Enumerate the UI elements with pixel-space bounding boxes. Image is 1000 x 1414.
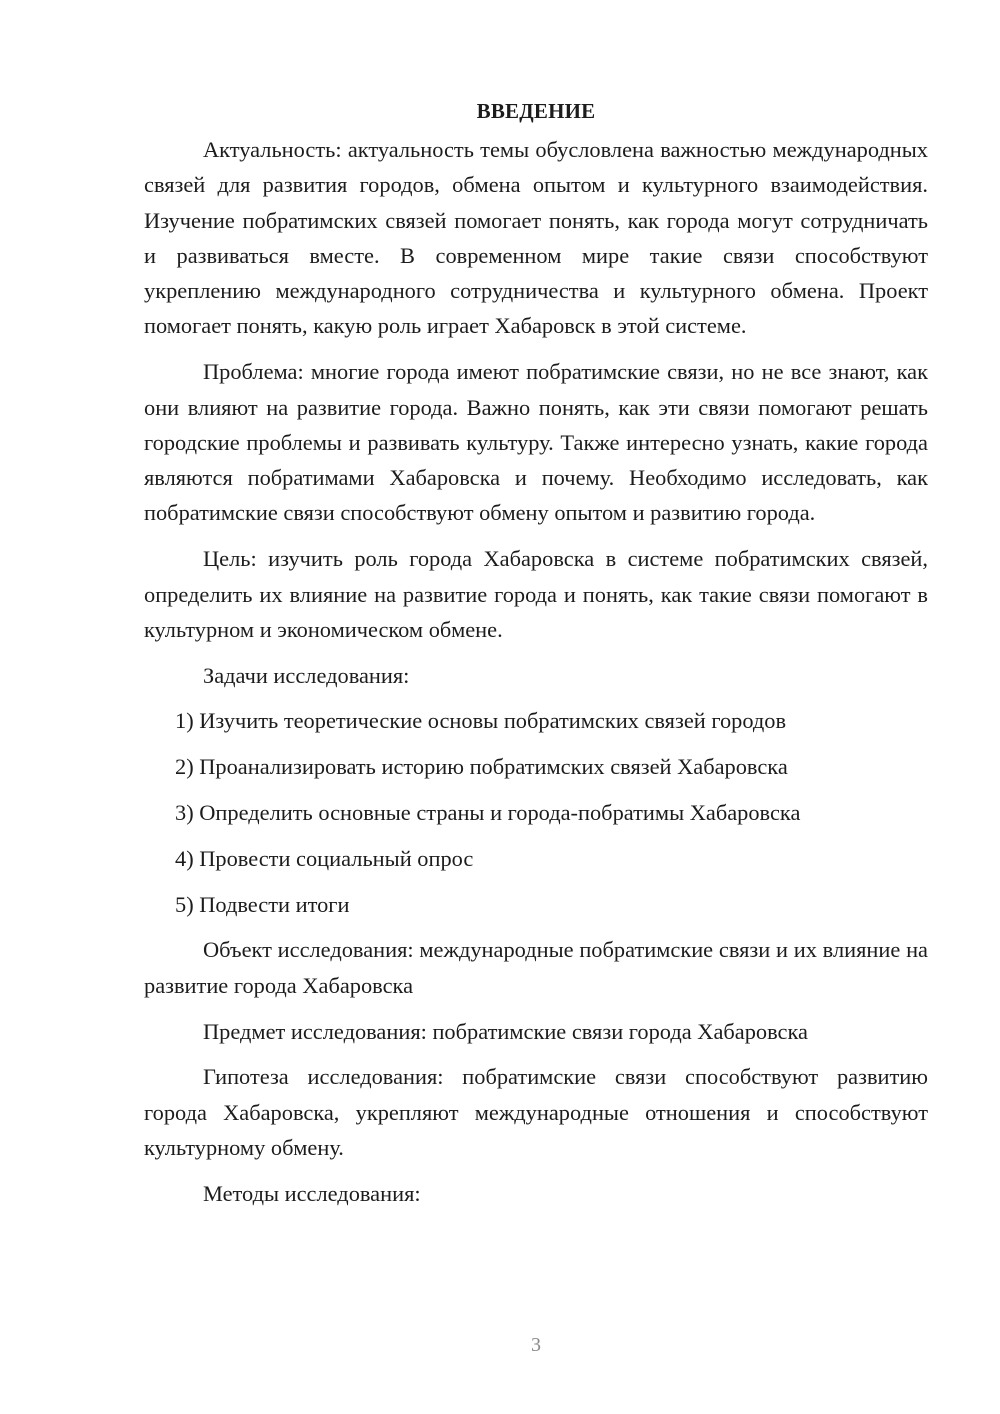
task-item-3: 3) Определить основные страны и города-побратимы Хабаровска [175,800,801,826]
relevance-paragraph: Актуальность: актуальность темы обусловлена важностью международных связей для развития городов, обмена опытом и культурного взаимодействия. Изучение побратимских связей помогает понять, как города могут сотрудничать и развиваться вместе. В современном мире такие связи способствуют укреплению международного сотрудничества и культурного обмена. Проект помогает понять, какую роль играет Хабаровск в этой системе. [144,137,928,339]
section-heading: ВВЕДЕНИЕ [476,99,596,123]
object-paragraph: Объект исследования: международные побратимские связи и их влияние на развитие города Хабаровска [144,937,928,998]
task-item-5: 5) Подвести итоги [175,891,350,917]
methods-intro: Методы исследования: [203,1180,421,1206]
hypothesis-paragraph: Гипотеза исследования: побратимские связи способствуют развитию города Хабаровска, укрепляют международные отношения и способствуют культурному обмену. [144,1064,928,1160]
subject-paragraph: Предмет исследования: побратимские связи города Хабаровска [203,1018,808,1044]
task-item-1: 1) Изучить теоретические основы побратимских связей городов [175,708,787,734]
page-content [144,96,928,1222]
goal-paragraph: Цель: изучить роль города Хабаровска в системе побратимских связей, определить их влияние на развитие города и понять, как такие связи помогают в культурном и экономическом обмене. [144,546,928,642]
task-item-2: 2) Проанализировать историю побратимских связей Хабаровска [175,754,788,780]
task-item-4: 4) Провести социальный опрос [175,845,474,871]
problem-paragraph: Проблема: многие города имеют побратимские связи, но не все знают, как они влияют на развитие города. Важно понять, как эти связи помогают решать городские проблемы и развивать культуру. Также интересно узнать, какие города являются побратимами Хабаровска и почему. Необходимо исследовать, как побратимские связи способствуют обмену опытом и развитию города. [144,359,928,526]
page-number: 3 [531,1334,541,1356]
task-list [144,703,928,921]
tasks-intro: Задачи исследования: [203,662,410,688]
